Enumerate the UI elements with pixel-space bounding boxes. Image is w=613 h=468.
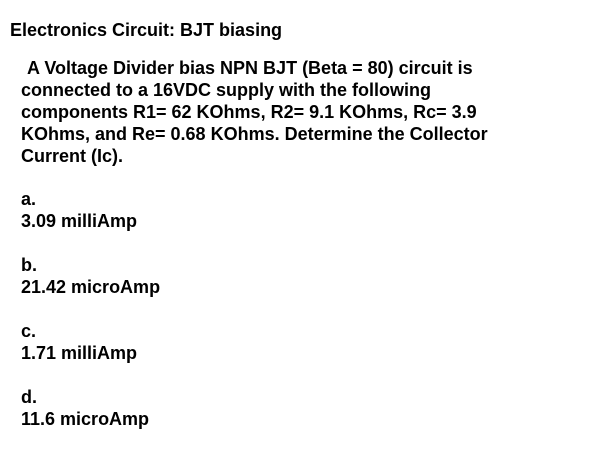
question-text — [21, 57, 561, 167]
question-line: connected to a 16VDC supply with the following — [21, 80, 432, 100]
question-line: KOhms, and Re= 0.68 KOhms. Determine the Collector — [21, 124, 488, 144]
question-line: A Voltage Divider bias NPN BJT (Beta = 80) circuit is — [27, 58, 473, 78]
option-answer: 21.42 microAmp — [21, 277, 161, 297]
option-letter: d. — [21, 387, 37, 407]
answer-option-d[interactable] — [21, 386, 149, 430]
option-letter: a. — [21, 189, 37, 209]
option-answer: 1.71 milliAmp — [21, 343, 138, 363]
question-line: Current (Ic). — [21, 146, 124, 166]
question-line: components R1= 62 KOhms, R2= 9.1 KOhms, Rc= 3.9 — [21, 102, 477, 122]
option-answer: 3.09 milliAmp — [21, 211, 138, 231]
option-answer: 11.6 microAmp — [21, 409, 150, 429]
page-title: Electronics Circuit: BJT biasing — [10, 20, 283, 40]
option-letter: b. — [21, 255, 37, 275]
answer-option-a[interactable] — [21, 188, 137, 232]
option-letter: c. — [21, 321, 37, 341]
answer-option-c[interactable] — [21, 320, 137, 364]
answer-option-b[interactable] — [21, 254, 160, 298]
